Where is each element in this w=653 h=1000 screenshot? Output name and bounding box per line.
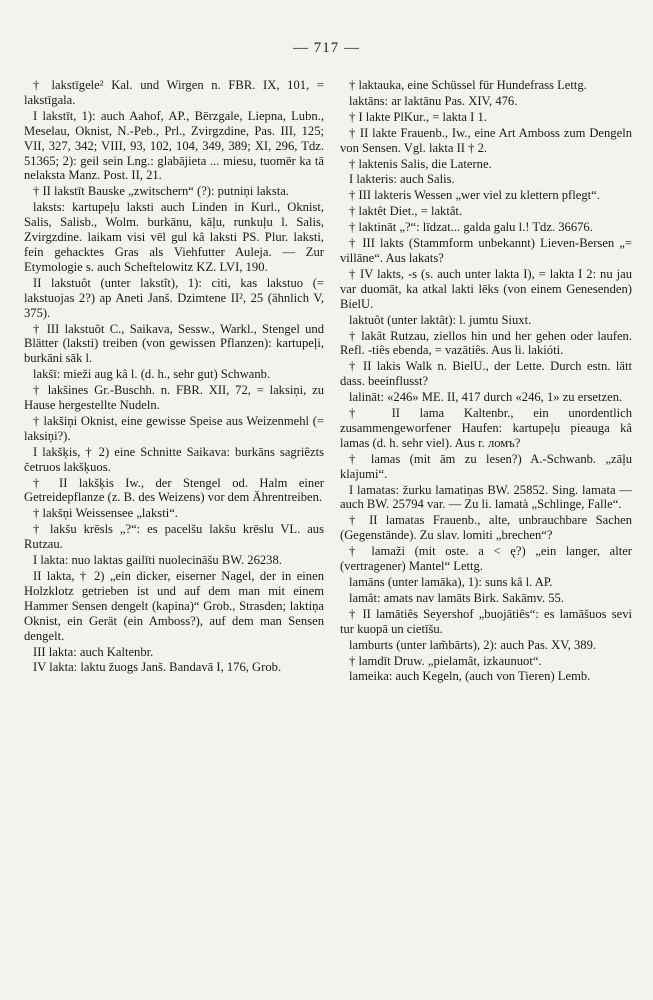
entry: I lamatas: žurku lamatiņas BW. 25852. Sing. lamata — auch BW. 25794 var. — Zu li. lamatà „Schlinge, Falle“. bbox=[340, 482, 632, 512]
entry: I lakteris: auch Salis. bbox=[349, 172, 455, 187]
entry: lamāns (unter lamāka), 1): suns kâ l. AP. bbox=[349, 575, 553, 589]
entry: † lakât Rutzau, ziellos hin und her gehen oder laufen. Refl. -tiês ebenda, = vazātiês. Aus li. lakióti. bbox=[340, 328, 632, 358]
entry: † lamas (mit ām zu lesen?) A.-Schwanb. „zāļu klajumi“. bbox=[340, 451, 632, 481]
entry: lameika: auch Kegeln, (auch von Tieren) Lemb. bbox=[349, 669, 591, 684]
entry: † laktêt Diet., = laktât. bbox=[349, 204, 463, 219]
entry: II lakta, † 2) „ein dicker, eiserner Nagel, der in einen Holzklotz getrieben ist und auf dem man mit einem Hammer Sensen dengelt (kapina)“ Grob., Strasden; laktiņa Oknist, ein Gerät (ein Amboss?), auf dem man Sensen dengelt. bbox=[24, 569, 324, 643]
entry: laktāns: ar laktānu Pas. XIV, 476. bbox=[349, 93, 518, 108]
entry: laksts: kartupeļu laksti auch Linden in Kurl., Oknist, Salis, Salisb., Wolm. burkānu, kāļu, runkuļu l. Salis, Zvirgzdine. laikam visi vēl gul kâ laksti PS. Plur. laksti, fein gehacktes Gras als Viehfutter Auleja. — Zur Etymologie s. auch Scheftelowitz KZ. LVI, 190. bbox=[24, 200, 324, 274]
entry: † lakšiņi Oknist, eine gewisse Speise aus Weizenmehl (= laksiņi?). bbox=[24, 413, 324, 443]
entry: † lamdīt Druw. „pielamât, izkaunuot“. bbox=[349, 653, 542, 668]
entry: † II lamatas Frauenb., alte, unbrauchbare Sachen (Gegenstände). Zu slav. lomiti „brechen“? bbox=[340, 513, 632, 543]
entry: I lakšķis, † 2) eine Schnitte Saikava: burkāns sagriêzts četruos lakšķuos. bbox=[24, 444, 324, 474]
entry: † II lakis Walk n. BielU., der Lette. Durch estn. lätt dass. beeinflusst? bbox=[340, 359, 632, 389]
entry: † laktināt „?“: līdzat... galda galu l.! Tdz. 36676. bbox=[349, 220, 593, 235]
entry: † II lakstīt Bauske „zwitschern“ (?): putniņi laksta. bbox=[33, 184, 289, 199]
entry: I lakstīt, 1): auch Aahof, AP., Bērzgale, Liepna, Lubn., Meselau, Oknist, N.-Peb., Prl., Zvirgzdine, Pas. III, 125; VII, 327, 342; VIII, 93, 102, 104, 349, 389; XI, 296, Tdz. 51365; 2): geil sein Lng.: glabājieta ... miesu, tuomēr ka tā nelaksta Manz. Post. II, 21. bbox=[24, 108, 324, 183]
entry: † laktenis Salis, die Laterne. bbox=[349, 156, 492, 171]
entry: † lamaži (mit oste. a < ę?) „ein langer, alter (vertragener) Mantel“ Lettg. bbox=[340, 544, 632, 574]
entry: † II lamātiês Seyershof „buojātiês“: es lamāšuos sevi tur kuopā un cietīšu. bbox=[340, 606, 632, 636]
entry: † lakšines Gr.-Buschh. n. FBR. XII, 72, = laksiņi, zu Hause hergestellte Nudeln. bbox=[24, 383, 324, 413]
left-column bbox=[24, 78, 324, 676]
entry: † lakšņi Weissensee „laksti“. bbox=[33, 506, 178, 521]
entry: III lakta: auch Kaltenbr. bbox=[33, 644, 154, 659]
entry: † III lakts (Stammform unbekannt) Lieven-Bersen „= villāne“. Aus lakats? bbox=[340, 236, 632, 265]
entry: † laktauka, eine Schüssel für Hundefrass Lettg. bbox=[349, 78, 587, 92]
entry: † II lakte Frauenb., Iw., eine Art Amboss zum Dengeln von Sensen. Vgl. lakta II † 2. bbox=[340, 125, 632, 155]
page-number: — 717 — bbox=[293, 40, 360, 56]
entry: lalināt: «246» ME. II, 417 durch «246, 1» zu ersetzen. bbox=[349, 390, 623, 405]
entry: lakšī: mieži aug kâ l. (d. h., sehr gut) Schwanb. bbox=[33, 367, 271, 382]
entry: lamburts (unter lam̃bārts), 2): auch Pas. XV, 389. bbox=[349, 637, 597, 652]
entry: II lakstuôt (unter lakstît), 1): citi, kas lakstuo (= lakstuojas 2?) ap Aneti Janš. Dzimtene II², 25 (ähnlich V, 375). bbox=[24, 275, 324, 320]
right-column bbox=[340, 78, 632, 685]
entry: I lakta: nuo laktas gailīti nuolecināšu BW. 26238. bbox=[33, 553, 282, 568]
entry: † IV lakts, -s (s. auch unter lakta I), = lakta I 2: nu jau var duomāt, ka atkal lakti lēks (von einem Genesenden) BielU. bbox=[340, 266, 632, 311]
entry: laktuôt (unter laktât): l. jumtu Siuxt. bbox=[349, 312, 532, 327]
entry: † II lakšķis Iw., der Stengel od. Halm einer Getreidepflanze (z. B. des Weizens) vor dem Ährentreiben. bbox=[24, 475, 324, 505]
entry: † lakšu krēsls „?“: es pacelšu lakšu krēslu VL. aus Rutzau. bbox=[24, 522, 324, 552]
entry: lamât: amats nav lamāts Birk. Sakāmv. 55. bbox=[349, 590, 564, 605]
entry: † III lakteris Wessen „wer viel zu klettern pflegt“. bbox=[349, 188, 600, 203]
entry: † I lakte PlKur., = lakta I 1. bbox=[349, 109, 487, 124]
entry: † lakstīgele² Kal. und Wirgen n. FBR. IX, 101, = lakstīgala. bbox=[24, 78, 324, 107]
entry: † II lama Kaltenbr., ein unordentlich zusammengeworfener Haufen: kartupeļu pieauga kâ lamas (d. h. sehr viel). Aus r. ломъ? bbox=[340, 406, 632, 450]
entry: IV lakta: laktu žuogs Janš. Bandavā I, 176, Grob. bbox=[33, 660, 282, 675]
entry: † III lakstuôt C., Saikava, Sessw., Warkl., Stengel und Blätter (laksti) treiben (von gewissen Pflanzen): kartupeļi, burkāni sāk l. bbox=[24, 321, 324, 366]
